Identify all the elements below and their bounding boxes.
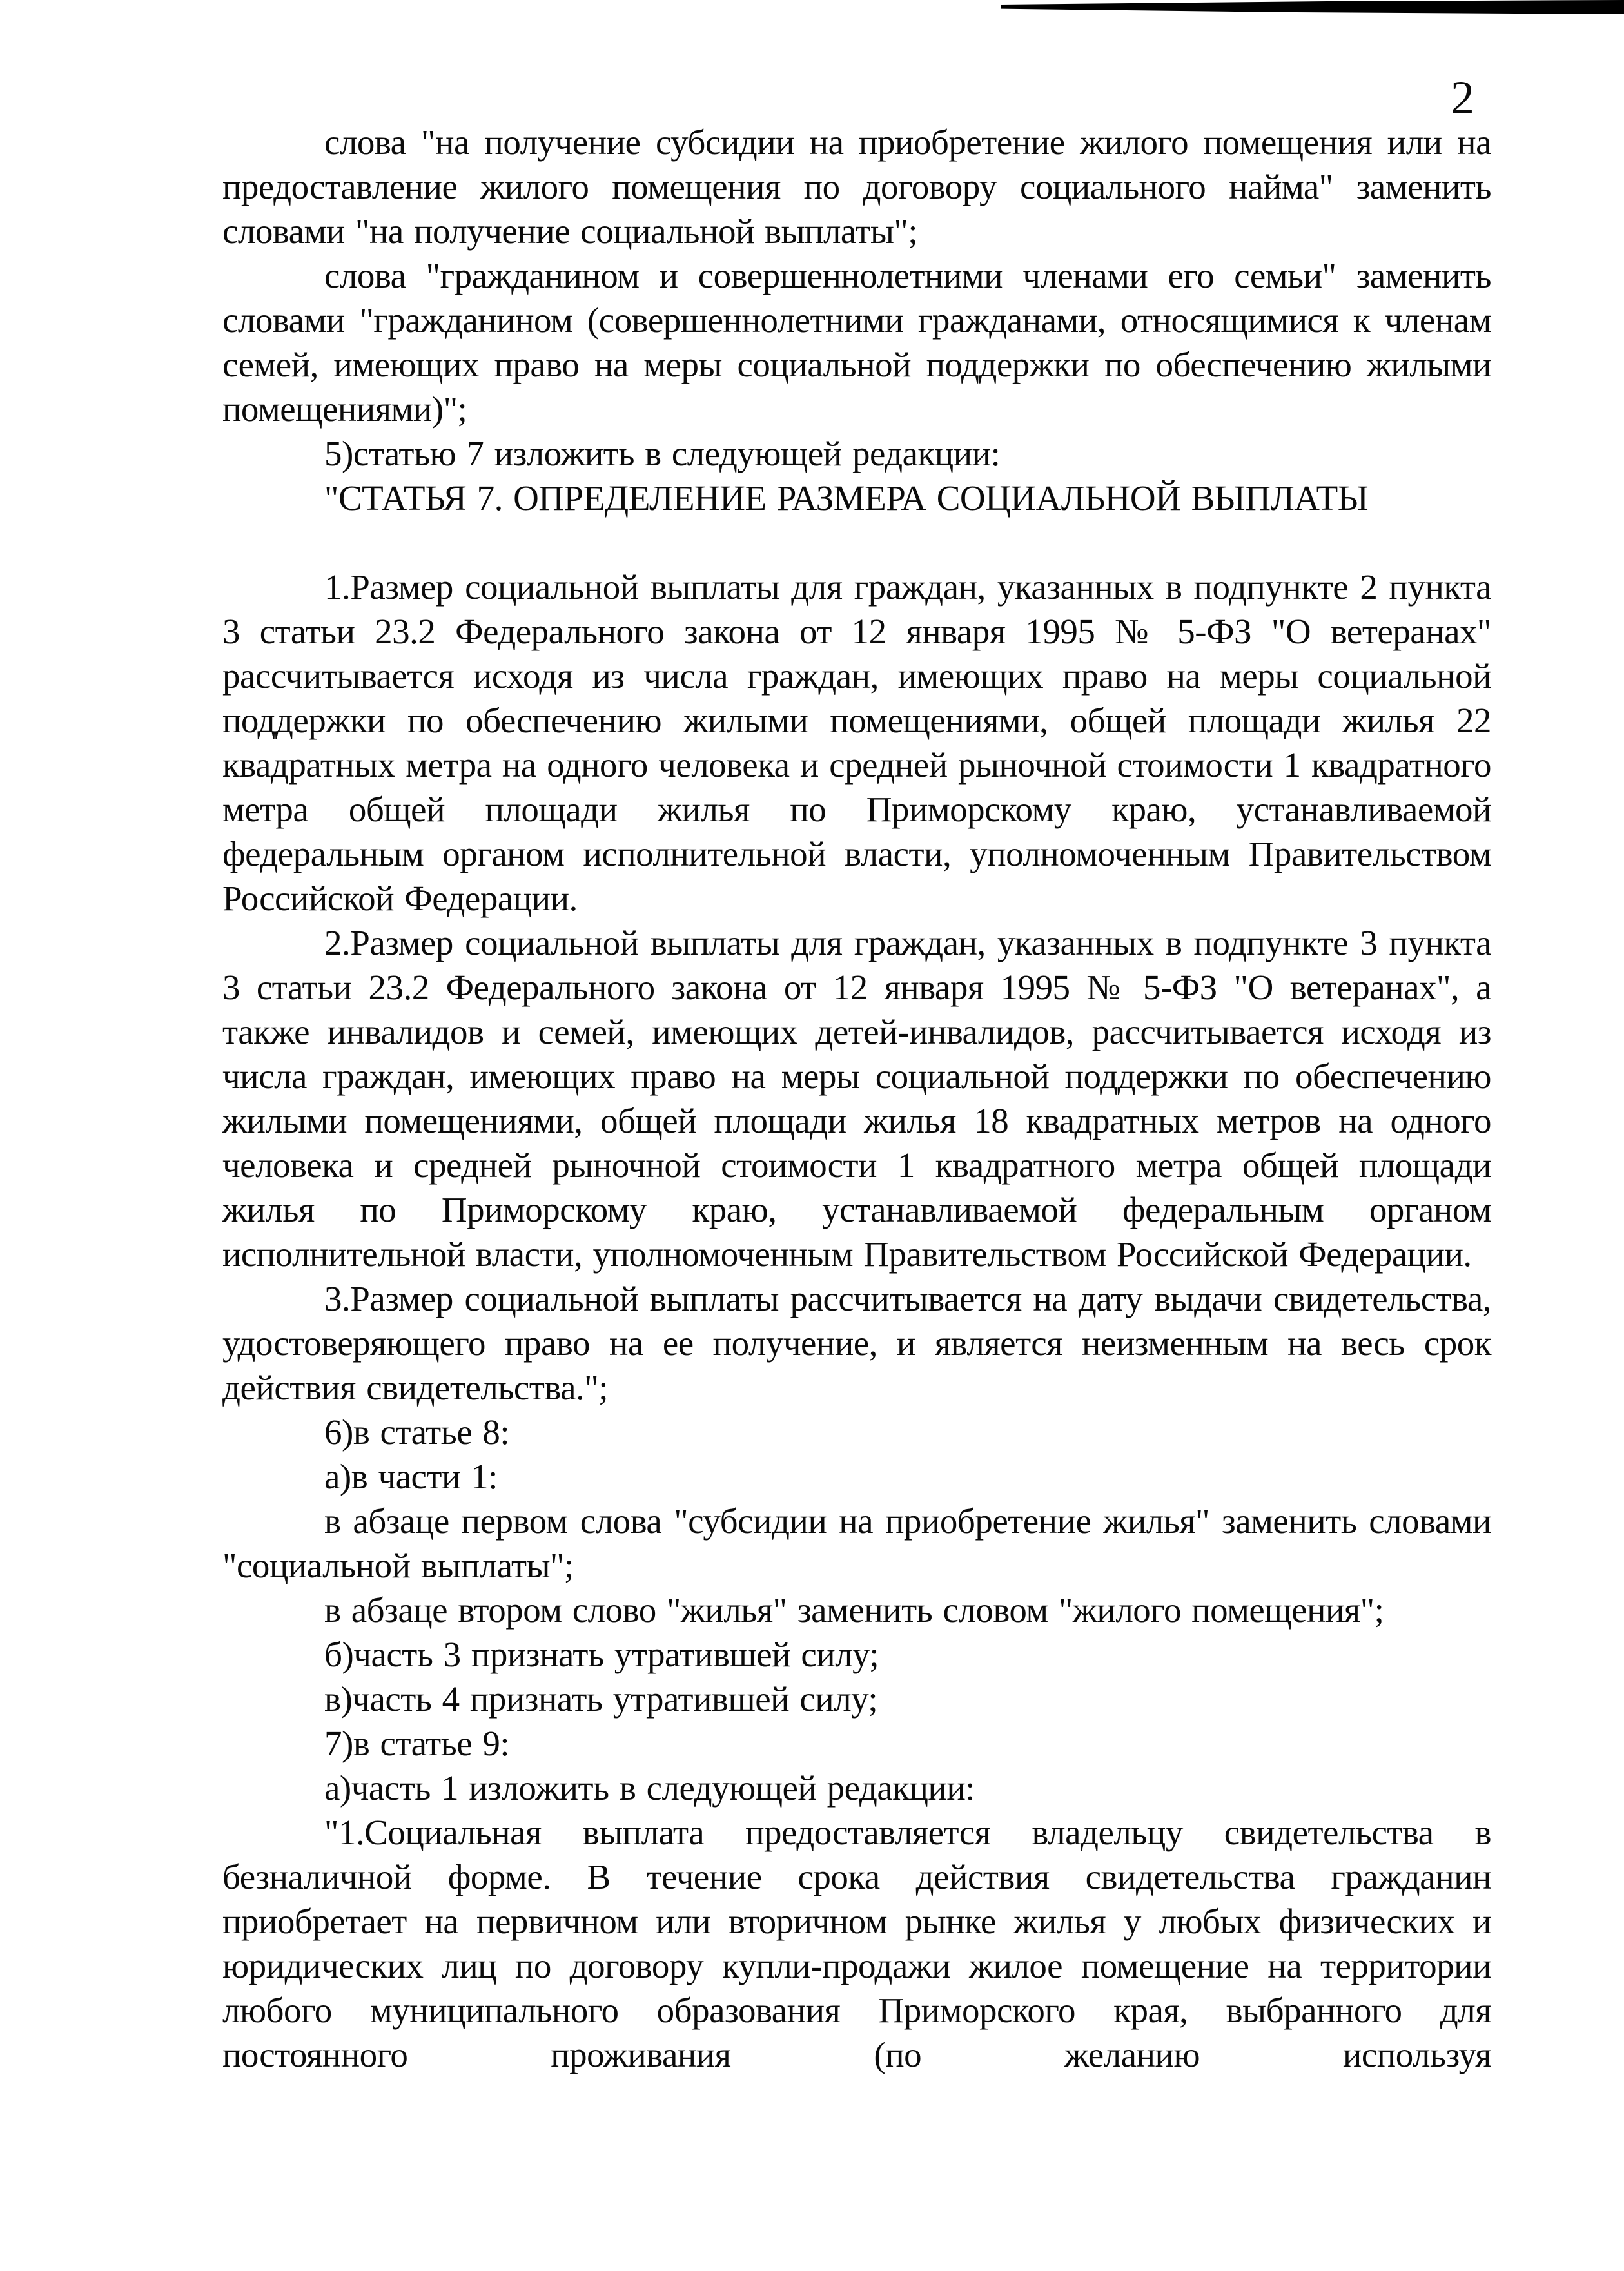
paragraph: а)в части 1: <box>324 1457 498 1496</box>
paragraph: в)часть 4 признать утратившей силу; <box>324 1679 878 1719</box>
paragraph: в абзаце втором слово "жилья" заменить словом "жилого помещения"; <box>324 1590 1384 1630</box>
paragraph: б)часть 3 признать утратившей силу; <box>324 1635 879 1674</box>
paragraph: 5)статью 7 изложить в следующей редакции: <box>324 434 1001 473</box>
section-heading: "СТАТЬЯ 7. ОПРЕДЕЛЕНИЕ РАЗМЕРА СОЦИАЛЬНОЙ ВЫПЛАТЫ <box>324 478 1369 518</box>
paragraph: слова "на получение субсидии на приобретение жилого помещения или на предоставление жилого помещения по договору социального найма" заменить словами "на получение социальной выплаты"; <box>222 122 1491 251</box>
paragraph: в абзаце первом слова "субсидии на приобретение жилья" заменить словами "социальной выплаты"; <box>222 1501 1491 1585</box>
paragraph: 6)в статье 8: <box>324 1412 510 1452</box>
paragraph: "1.Социальная выплата предоставляется владельцу свидетельства в безналичной форме. В течение срока действия свидетельства гражданин приобретает на первичном или вторичном рынке жилья у любых физических и юридических лиц по договору купли-продажи жилое помещение на территории любого муниципального образования Приморского края, выбранного для постоянного проживания (по желанию используя <box>222 1813 1491 2074</box>
paragraph: 3.Размер социальной выплаты рассчитывается на дату выдачи свидетельства, удостоверяющего право на ее получение, и является неизменным на весь срок действия свидетельства."; <box>222 1279 1491 1407</box>
paragraph: 7)в статье 9: <box>324 1724 510 1763</box>
document-body <box>222 120 1491 2077</box>
paragraph: 2.Размер социальной выплаты для граждан, указанных в подпункте 3 пункта 3 статьи 23.2 Федерального закона от 12 января 1995 № 5-ФЗ "О ветеранах", а также инвалидов и семей, имеющих детей-инвалидов, рассчитывается исходя из числа граждан, имеющих право на меры социальной поддержки по обеспечению жилыми помещениями, общей площади жилья 18 квадратных метров на одного человека и средней рыночной стоимости 1 квадратного метра общей площади жилья по Приморскому краю, устанавливаемой федеральным органом исполнительной власти, уполномоченным Правительством Российской Федерации. <box>222 923 1491 1274</box>
paragraph: слова "гражданином и совершеннолетними членами его семьи" заменить словами "гражданином (совершеннолетними гражданами, относящимися к членам семей, имеющих право на меры социальной поддержки по обеспечению жилыми помещениями)"; <box>222 256 1491 429</box>
page-number: 2 <box>1451 72 1474 124</box>
scan-artifact-bar <box>1001 0 1624 14</box>
paragraph: а)часть 1 изложить в следующей редакции: <box>324 1768 975 1808</box>
paragraph: 1.Размер социальной выплаты для граждан, указанных в подпункте 2 пункта 3 статьи 23.2 Федерального закона от 12 января 1995 № 5-ФЗ "О ветеранах" рассчитывается исходя из числа граждан, имеющих право на меры социальной поддержки по обеспечению жилыми помещениями, общей площади жилья 22 квадратных метра на одного человека и средней рыночной стоимости 1 квадратного метра общей площади жилья по Приморскому краю, устанавливаемой федеральным органом исполнительной власти, уполномоченным Правительством Российской Федерации. <box>222 567 1491 918</box>
